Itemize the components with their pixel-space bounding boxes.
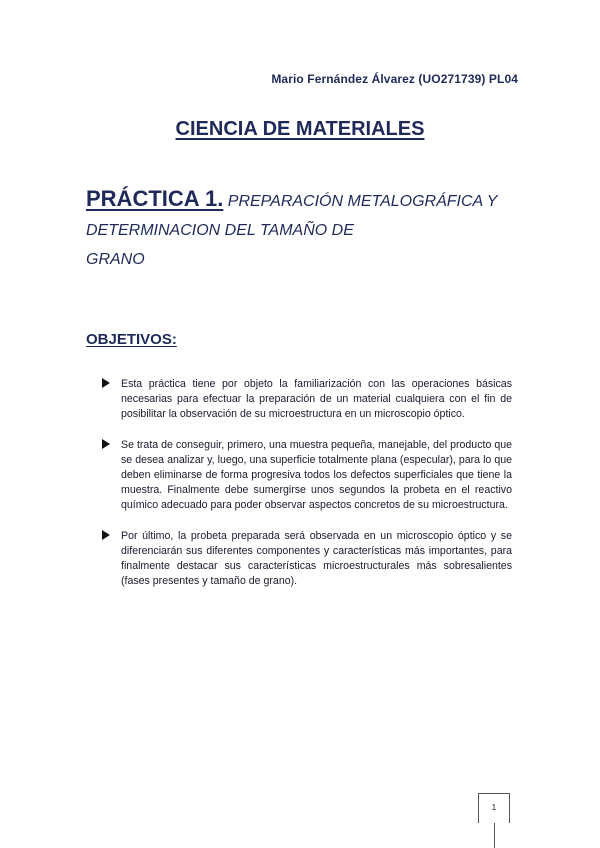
practice-subtitle: PREPARACIÓN METALOGRÁFICA Y DETERMINACION DEL TAMAÑO DE GRANO [86,193,498,268]
arrow-bullet-icon [102,530,110,540]
list-item [102,438,512,513]
objectives-list [102,377,512,605]
objective-text: Por último, la probeta preparada será observada en un microscopio óptico y se diferenciarán sus diferentes componentes y características más importantes, para finalmente destacar sus características microestructurales más sobresalientes (fases presentes y tamaño de grano). [121,530,512,587]
objective-text: Se trata de conseguir, primero, una muestra pequeña, manejable, del producto que se desea analizar y, luego, una superficie totalmente plana (especular), para lo que deben eliminarse de forma progresiva todos los defectos superficiales que tiene la muestra. Finalmente debe sumergirse unos segundos la probeta en el reactivo químico adecuado para poder observar aspectos concretos de su microestructura. [121,439,512,511]
objectives-heading: OBJETIVOS: [86,331,177,348]
document-title: CIENCIA DE MATERIALES [175,118,425,140]
arrow-bullet-icon [102,378,110,388]
practice-heading [86,184,526,274]
practice-number: PRÁCTICA 1. [86,186,224,211]
arrow-bullet-icon [102,439,110,449]
page-number: 1 [491,803,497,812]
objective-text: Esta práctica tiene por objeto la familiarización con las operaciones básicas necesarias para efectuar la preparación de un material cualquiera con el fin de posibilitar la observación de su microestructura en un microscopio óptico. [121,378,512,420]
list-item [102,529,512,589]
page-number-divider [494,823,495,848]
page-number-box [478,793,510,823]
list-item [102,377,512,422]
author-header: Mario Fernández Álvarez (UO271739) PL04 [271,72,518,86]
